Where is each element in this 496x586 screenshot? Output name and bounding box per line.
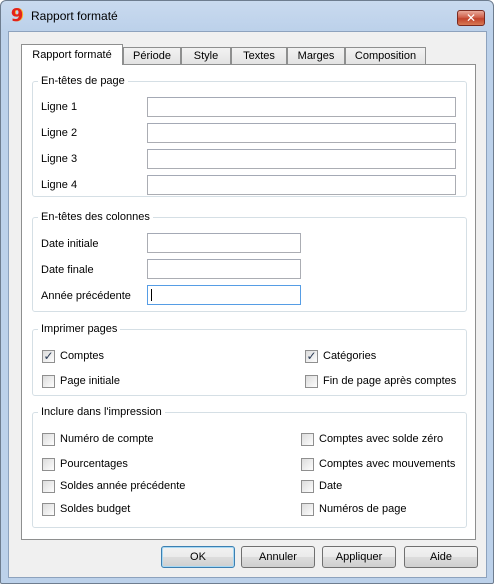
end-date-label: Date finale — [41, 264, 94, 276]
tab-rapport-formate[interactable]: Rapport formaté — [21, 44, 123, 65]
header-line-1-label: Ligne 1 — [41, 101, 78, 113]
ok-button[interactable]: OK — [161, 546, 235, 568]
percentages-checkbox[interactable] — [42, 458, 55, 471]
initial-page-checkbox[interactable] — [42, 375, 55, 388]
account-number-checkbox[interactable] — [42, 433, 55, 446]
tab-textes[interactable]: Textes — [231, 47, 287, 64]
dialog-body — [8, 31, 487, 578]
zero-balance-accounts-label[interactable]: Comptes avec solde zéro — [319, 433, 444, 445]
previous-year-label: Année précédente — [41, 290, 131, 302]
page-numbers-checkbox[interactable] — [301, 503, 314, 516]
budget-balances-label[interactable]: Soldes budget — [60, 503, 131, 515]
header-line-3-input[interactable] — [147, 149, 456, 169]
window-title: Rapport formaté — [31, 9, 118, 23]
title-bar[interactable] — [1, 1, 493, 31]
header-line-2-label: Ligne 2 — [41, 127, 78, 139]
categories-checkbox[interactable]: ✓ — [306, 349, 317, 363]
tab-style[interactable]: Style — [181, 47, 231, 64]
header-line-4-label: Ligne 4 — [41, 179, 78, 191]
page-break-after-accounts-label[interactable]: Fin de page après comptes — [323, 375, 457, 387]
tab-composition[interactable]: Composition — [345, 47, 426, 64]
percentages-label[interactable]: Pourcentages — [60, 458, 128, 470]
tab-panel-rapport-formate — [21, 64, 476, 540]
accounts-label[interactable]: Comptes — [60, 350, 105, 362]
previous-year-balances-checkbox[interactable] — [42, 480, 55, 493]
print-pages-title: Imprimer pages — [38, 322, 120, 336]
tab-marges[interactable]: Marges — [287, 47, 345, 64]
include-in-print-title: Inclure dans l'impression — [38, 405, 165, 419]
header-line-4-input[interactable] — [147, 175, 456, 195]
header-line-2-input[interactable] — [147, 123, 456, 143]
text-caret — [151, 289, 152, 301]
account-number-label[interactable]: Numéro de compte — [60, 433, 154, 445]
previous-year-balances-label[interactable]: Soldes année précédente — [60, 480, 186, 492]
column-headers-title: En-têtes des colonnes — [38, 210, 153, 224]
date-label[interactable]: Date — [319, 480, 343, 492]
apply-button[interactable]: Appliquer — [322, 546, 396, 568]
cancel-button[interactable]: Annuler — [241, 546, 315, 568]
accounts-checkbox[interactable]: ✓ — [43, 349, 54, 363]
initial-page-label[interactable]: Page initiale — [60, 375, 120, 387]
include-in-print-group — [32, 406, 467, 528]
page-break-after-accounts-checkbox[interactable] — [305, 375, 318, 388]
start-date-label: Date initiale — [41, 238, 99, 250]
column-headers-group — [32, 211, 467, 312]
page-headers-group — [32, 75, 467, 197]
app-logo-icon: 9 — [10, 5, 24, 26]
end-date-input[interactable] — [147, 259, 301, 279]
page-headers-title: En-têtes de page — [38, 74, 128, 88]
close-button[interactable]: ✕ — [457, 10, 485, 26]
tab-periode[interactable]: Période — [123, 47, 181, 64]
help-button[interactable]: Aide — [404, 546, 478, 568]
print-pages-group — [32, 323, 467, 396]
accounts-with-movements-checkbox[interactable] — [301, 458, 314, 471]
date-checkbox[interactable] — [301, 480, 314, 493]
accounts-with-movements-label[interactable]: Comptes avec mouvements — [319, 458, 456, 470]
page-numbers-label[interactable]: Numéros de page — [319, 503, 407, 515]
categories-label[interactable]: Catégories — [323, 350, 377, 362]
header-line-1-input[interactable] — [147, 97, 456, 117]
budget-balances-checkbox[interactable] — [42, 503, 55, 516]
start-date-input[interactable] — [147, 233, 301, 253]
zero-balance-accounts-checkbox[interactable] — [301, 433, 314, 446]
previous-year-input[interactable] — [147, 285, 301, 305]
header-line-3-label: Ligne 3 — [41, 153, 78, 165]
